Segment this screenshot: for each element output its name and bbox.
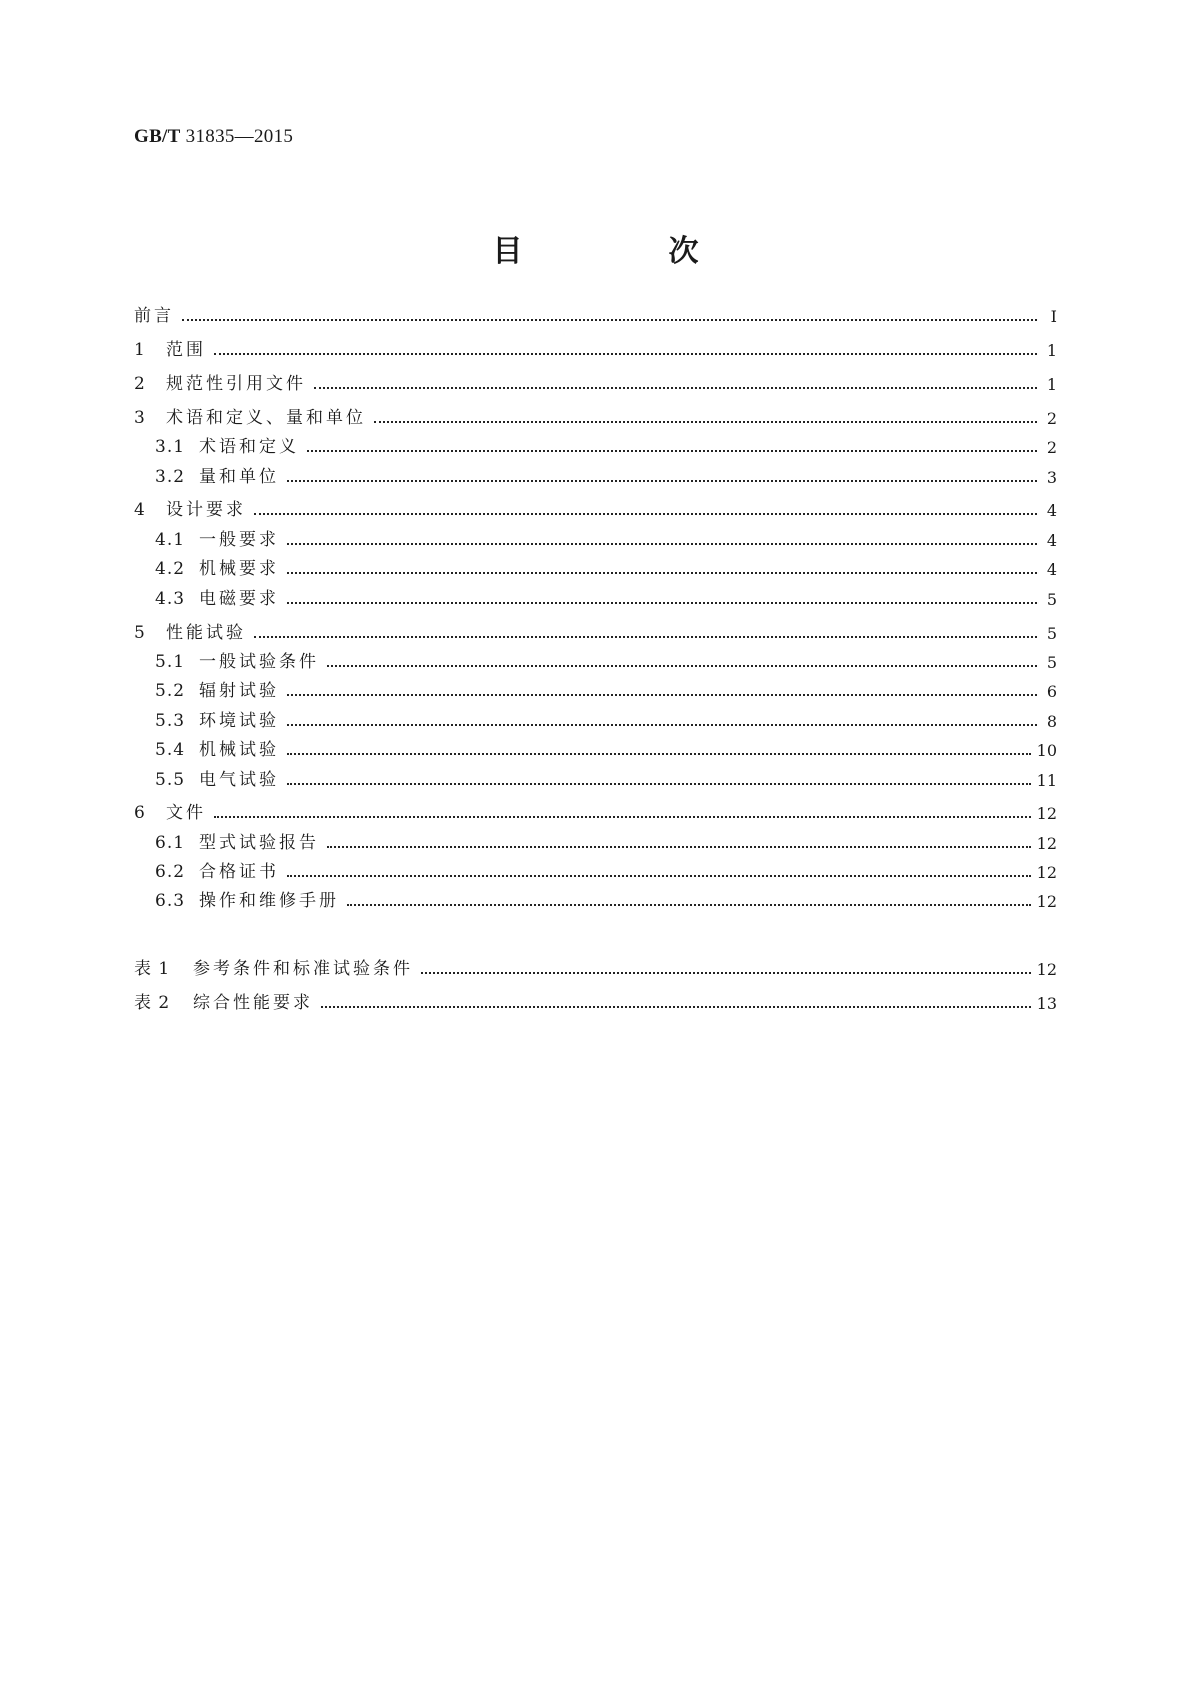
page-number: 5 xyxy=(1046,590,1057,609)
dot-leader xyxy=(214,351,1037,355)
entry-title: 性能试验 xyxy=(166,623,246,643)
page-number: 12 xyxy=(1036,892,1057,911)
toc-entry[interactable] xyxy=(155,705,1057,731)
page-number: 12 xyxy=(1036,804,1057,823)
dot-leader xyxy=(421,970,1031,974)
page-number: 2 xyxy=(1046,409,1057,428)
dot-leader xyxy=(287,781,1031,785)
entry-number: 5.3 xyxy=(155,711,186,731)
dot-leader xyxy=(287,478,1037,482)
dot-leader xyxy=(327,844,1031,848)
entry-number: 6.3 xyxy=(155,891,186,911)
page-number: 12 xyxy=(1036,863,1057,882)
entry-title: 一般试验条件 xyxy=(199,652,319,672)
toc-entry[interactable] xyxy=(155,646,1057,672)
dot-leader xyxy=(287,541,1037,545)
entry-number: 5 xyxy=(134,623,146,643)
entry-number: 5.2 xyxy=(155,681,186,701)
dot-leader xyxy=(374,419,1037,423)
dot-leader xyxy=(287,692,1037,696)
page-number: 5 xyxy=(1046,624,1057,643)
dot-leader xyxy=(321,1004,1031,1008)
table-list-entry[interactable] xyxy=(134,953,1057,979)
toc-entry[interactable] xyxy=(134,617,1057,643)
toc-entry[interactable] xyxy=(134,300,1057,326)
page-number: 12 xyxy=(1036,834,1057,853)
entry-title: 操作和维修手册 xyxy=(199,891,339,911)
entry-title: 术语和定义 xyxy=(199,437,299,457)
entry-number: 4.1 xyxy=(155,530,186,550)
entry-number: 5.5 xyxy=(155,770,186,790)
toc-entry[interactable] xyxy=(155,764,1057,790)
entry-title: 环境试验 xyxy=(199,711,279,731)
dot-leader xyxy=(314,385,1037,389)
entry-title: 设计要求 xyxy=(166,500,246,520)
toc-entry[interactable] xyxy=(155,553,1057,579)
dot-leader xyxy=(287,722,1037,726)
entry-title: 电气试验 xyxy=(199,770,279,790)
entry-title: 辐射试验 xyxy=(199,681,279,701)
toc-entry[interactable] xyxy=(155,461,1057,487)
entry-title: 参考条件和标准试验条件 xyxy=(193,959,413,979)
dot-leader xyxy=(214,814,1031,818)
page-number: 4 xyxy=(1046,531,1057,550)
entry-number: 1 xyxy=(134,340,146,360)
page-number: 11 xyxy=(1036,771,1057,790)
entry-title: 规范性引用文件 xyxy=(166,374,306,394)
dot-leader xyxy=(287,600,1037,604)
entry-number: 4.3 xyxy=(155,589,186,609)
toc-title: 目 次 xyxy=(492,234,757,269)
entry-title: 量和单位 xyxy=(199,467,279,487)
entry-number: 6.2 xyxy=(155,862,186,882)
dot-leader xyxy=(287,873,1031,877)
toc-entry[interactable] xyxy=(155,675,1057,701)
entry-number: 5.1 xyxy=(155,652,186,672)
toc-entry[interactable] xyxy=(134,494,1057,520)
page-number: 4 xyxy=(1046,560,1057,579)
toc-entry[interactable] xyxy=(155,734,1057,760)
entry-number: 6 xyxy=(134,803,146,823)
entry-title: 术语和定义、量和单位 xyxy=(166,408,366,428)
entry-title: 范围 xyxy=(166,340,206,360)
standard-number: 31835—2015 xyxy=(185,126,294,147)
toc-entry[interactable] xyxy=(155,856,1057,882)
page-number: Ⅰ xyxy=(1050,307,1057,326)
page-number: 10 xyxy=(1036,741,1057,760)
dot-leader xyxy=(347,902,1031,906)
standard-prefix: GB/T xyxy=(134,126,181,147)
toc-entry[interactable] xyxy=(134,368,1057,394)
entry-number: 5.4 xyxy=(155,740,186,760)
page-number: 3 xyxy=(1046,468,1057,487)
page-number: 13 xyxy=(1036,994,1057,1013)
toc-entry[interactable] xyxy=(155,885,1057,911)
toc-entry[interactable] xyxy=(134,334,1057,360)
entry-title: 一般要求 xyxy=(199,530,279,550)
entry-title: 文件 xyxy=(166,803,206,823)
page-number: 5 xyxy=(1046,653,1057,672)
dot-leader xyxy=(254,511,1037,515)
entry-number: 3 xyxy=(134,408,146,428)
dot-leader xyxy=(287,751,1031,755)
entry-title: 合格证书 xyxy=(199,862,279,882)
toc-entry[interactable] xyxy=(155,827,1057,853)
standard-code xyxy=(134,126,293,148)
dot-leader xyxy=(254,634,1037,638)
dot-leader xyxy=(287,570,1037,574)
page-number: 12 xyxy=(1036,960,1057,979)
entry-title: 电磁要求 xyxy=(199,589,279,609)
page-number: 1 xyxy=(1046,375,1057,394)
entry-number: 4.2 xyxy=(155,559,186,579)
toc-entry[interactable] xyxy=(134,797,1057,823)
entry-number: 3.2 xyxy=(155,467,186,487)
entry-title: 前言 xyxy=(134,306,174,326)
toc-entry[interactable] xyxy=(155,583,1057,609)
entry-number: 表 1 xyxy=(134,959,171,979)
entry-number: 3.1 xyxy=(155,437,186,457)
toc-entry[interactable] xyxy=(134,402,1057,428)
page-number: 2 xyxy=(1046,438,1057,457)
entry-number: 4 xyxy=(134,500,146,520)
entry-title: 机械要求 xyxy=(199,559,279,579)
entry-number: 6.1 xyxy=(155,833,186,853)
dot-leader xyxy=(327,663,1037,667)
page-number: 1 xyxy=(1046,341,1057,360)
toc-entry[interactable] xyxy=(155,431,1057,457)
page-number: 4 xyxy=(1046,501,1057,520)
entry-number: 表 2 xyxy=(134,993,171,1013)
entry-title: 综合性能要求 xyxy=(193,993,313,1013)
entry-title: 机械试验 xyxy=(199,740,279,760)
dot-leader xyxy=(182,317,1037,321)
page-number: 8 xyxy=(1046,712,1057,731)
dot-leader xyxy=(307,448,1037,452)
entry-number: 2 xyxy=(134,374,146,394)
toc-entry[interactable] xyxy=(155,524,1057,550)
table-list-entry[interactable] xyxy=(134,987,1057,1013)
page-number: 6 xyxy=(1046,682,1057,701)
entry-title: 型式试验报告 xyxy=(199,833,319,853)
